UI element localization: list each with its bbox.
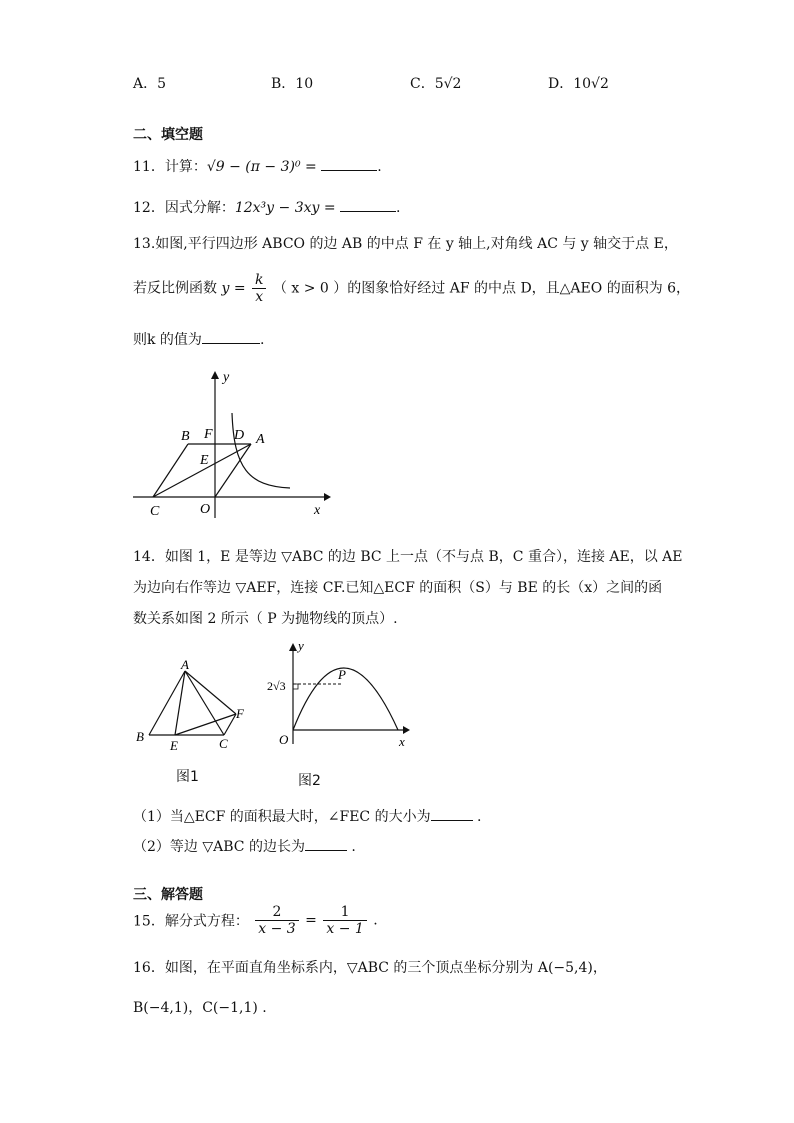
label-x: x [314,503,321,518]
question-11: 11．计算：√9 − (π − 3)⁰ = . [133,159,382,175]
q13-figure [128,368,332,520]
section-fill-blank: 二、填空题 [133,127,203,143]
question-14-line1: 14．如图 1，E 是等边 ▽ABC 的边 BC 上一点（不与点 B，C 重合），连接 AE，以 AE [133,549,683,565]
q14-figure-1 [132,654,254,752]
x-axis-arrow [403,726,410,734]
y-axis-arrow [289,643,297,651]
q14-figure-2 [262,640,414,752]
question-13-line3: 则k 的值为 . [133,332,265,348]
label-y: y [298,640,304,653]
label-f: F [236,706,244,721]
question-14-sub2: （2）等边 ▽ABC 的边长为 . [133,839,356,855]
label-b: B [136,729,144,744]
question-16-line2: B(−4,1)，C(−1,1) . [133,1000,267,1016]
question-15: 15．解分式方程： $\frac{2}{x - 3}$ = $\frac{1}{x - 1}$ . [133,904,378,937]
question-16-line1: 16．如图，在平面直角坐标系内，▽ABC 的三个顶点坐标分别为 A(−5,4)， [133,960,607,976]
label-p: P [338,667,346,682]
option-a: A．5 [133,76,167,92]
label-x: x [399,734,405,749]
figure-2-caption: 图2 [298,773,321,789]
question-14-line2: 为边向右作等边 ▽AEF，连接 CF.已知△ECF 的面积（S）与 BE 的长（x）之间的函 [133,580,663,596]
question-12: 12．因式分解：12x³y − 3xy = . [133,200,401,216]
section-solve: 三、解答题 [133,887,203,903]
option-c: C．5√2 [410,76,462,92]
label-y: y [223,370,230,385]
x-axis-arrow [324,493,331,501]
label-o: O [200,502,211,517]
question-14-sub1: （1）当△ECF 的面积最大时，∠FEC 的大小为 . [133,809,482,825]
label-f: F [204,427,213,442]
y-axis-arrow [211,371,219,379]
question-14-line3: 数关系如图 2 所示（ P 为抛物线的顶点）. [133,611,398,627]
fraction-k-over-x: $\frac{k}{x}$ [252,272,266,305]
label-o: O [279,732,289,747]
label-b: B [181,429,190,444]
hyperbola-curve [232,413,290,488]
question-13-line2: 若反比例函数 y = $\frac{k}{x}$ （ x > 0 ）的图象恰好经过 AF 的中点 D，且△AEO 的面积为 6， [133,272,691,305]
label-c: C [150,504,160,519]
label-2sqrt3: 2√3 [267,679,286,693]
answer-blank[interactable] [202,330,260,344]
answer-blank[interactable] [340,198,396,212]
question-13-line1: 13.如图,平行四边形 ABCO 的边 AB 的中点 F 在 y 轴上,对角线 AC 与 y 轴交于点 E， [133,236,678,252]
option-b: B．10 [271,76,314,92]
label-e: E [170,738,178,752]
label-d: D [234,428,245,443]
answer-blank[interactable] [321,157,377,171]
answer-blank[interactable] [431,807,473,821]
label-a: A [256,432,265,447]
label-e: E [200,453,209,468]
label-a: A [181,657,189,672]
figure-1-caption: 图1 [176,769,199,785]
label-c: C [219,736,228,751]
option-d: D．10√2 [548,76,609,92]
answer-blank[interactable] [305,837,347,851]
